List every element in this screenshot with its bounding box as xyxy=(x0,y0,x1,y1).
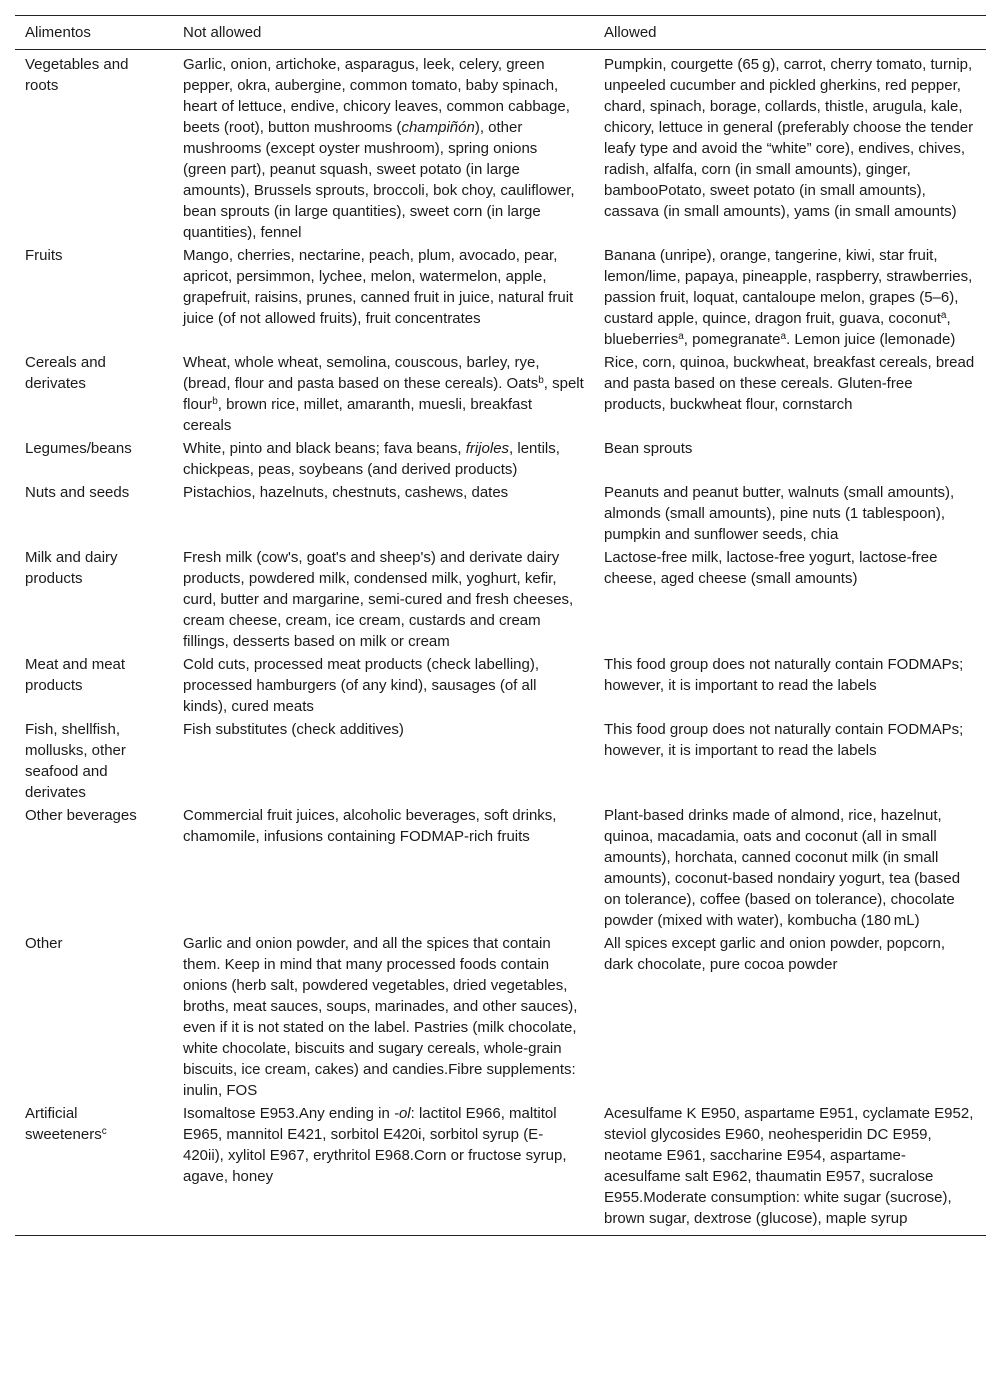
cell-text: frijoles xyxy=(465,440,510,457)
cell-text: Lactose-free milk, lactose-free yogurt, lactose-free cheese, aged cheese (small amounts) xyxy=(604,549,938,587)
cell-text: Pistachios, hazelnuts, chestnuts, cashews, dates xyxy=(183,484,509,501)
table-header xyxy=(15,16,986,50)
row-not-allowed xyxy=(173,653,594,718)
row-allowed xyxy=(594,50,986,245)
cell-text: : lactitol E966, maltitol E965, mannitol E421, sorbitol E420i, sorbitol syrup (E-420ii), xylitol E967, erythritol E968.Corn or fructose syrup, agave, honey xyxy=(183,1105,567,1185)
row-allowed xyxy=(594,718,986,804)
table-row xyxy=(15,50,986,245)
cell-text: Mango, cherries, nectarine, peach, plum, avocado, pear, apricot, persimmon, lychee, melon, watermelon, apple, grapefruit, raisins, prunes, canned fruit in juice, natural fruit juice (of not allowed fruits), fruit concentrates xyxy=(183,247,574,327)
cell-text: Peanuts and peanut butter, walnuts (small amounts), almonds (small amounts), pine nuts (1 tablespoon), pumpkin and sunflower seeds, chia xyxy=(604,484,955,543)
cell-text: Fruits xyxy=(25,247,63,264)
row-category xyxy=(15,718,173,804)
table-row xyxy=(15,932,986,1102)
cell-text: Banana (unripe), orange, tangerine, kiwi, star fruit, lemon/lime, papaya, pineapple, raspberry, strawberries, passion fruit, loquat, cantaloupe melon, grapes (5–6), custard apple, quince, dragon fruit, guava, coconut xyxy=(604,247,973,327)
row-allowed xyxy=(594,481,986,546)
cell-text: Plant-based drinks made of almond, rice, hazelnut, quinoa, macadamia, oats and coconut (all in small amounts), horchata, canned coconut milk (in small amounts), coconut-based nondairy yogurt, tea (based on tolerance), coffee (based on tolerance), chocolate powder (mixed with water), kombucha (180 mL) xyxy=(604,807,961,929)
row-category xyxy=(15,481,173,546)
footnote-marker: b xyxy=(538,375,544,386)
cell-text: Cereals and derivates xyxy=(25,354,106,392)
header-not-allowed: Not allowed xyxy=(183,24,262,41)
row-not-allowed xyxy=(173,1102,594,1236)
cell-text: Bean sprouts xyxy=(604,440,693,457)
cell-text: champiñón xyxy=(401,119,475,136)
row-category xyxy=(15,50,173,245)
cell-text: Isomaltose E953.Any ending in xyxy=(183,1105,394,1122)
row-not-allowed xyxy=(173,351,594,437)
row-category xyxy=(15,351,173,437)
cell-text: Nuts and seeds xyxy=(25,484,130,501)
row-not-allowed xyxy=(173,718,594,804)
header-row xyxy=(15,16,986,50)
fodmap-food-table xyxy=(15,15,986,1236)
row-not-allowed xyxy=(173,481,594,546)
cell-text: All spices except garlic and onion powder, popcorn, dark chocolate, pure cocoa powder xyxy=(604,935,946,973)
row-category xyxy=(15,932,173,1102)
header-allowed: Allowed xyxy=(604,24,657,41)
cell-text: Milk and dairy products xyxy=(25,549,118,587)
cell-text: , brown rice, millet, amaranth, muesli, breakfast cereals xyxy=(183,396,533,434)
row-not-allowed xyxy=(173,546,594,653)
row-allowed xyxy=(594,804,986,932)
cell-text: Artificial sweeteners xyxy=(25,1105,102,1143)
cell-text: Fresh milk (cow's, goat's and sheep's) and derivate dairy products, powdered milk, condensed milk, yoghurt, kefir, curd, butter and margarine, semi-cured and fresh cheeses, cream cheese, cream, ice cream, custards and cream fillings, desserts based on milk or cream xyxy=(183,549,574,650)
cell-text: This food group does not naturally contain FODMAPs; however, it is important to read the labels xyxy=(604,721,964,759)
table-row xyxy=(15,437,986,481)
table-row xyxy=(15,351,986,437)
footnote-marker: a xyxy=(678,331,684,342)
cell-text: Legumes/beans xyxy=(25,440,132,457)
cell-text: , spelt flour xyxy=(183,375,584,413)
row-not-allowed xyxy=(173,244,594,351)
row-not-allowed xyxy=(173,804,594,932)
row-not-allowed xyxy=(173,932,594,1102)
row-allowed xyxy=(594,437,986,481)
footnote-marker: a xyxy=(940,310,947,321)
row-allowed xyxy=(594,351,986,437)
cell-text: Wheat, whole wheat, semolina, couscous, barley, rye, (bread, flour and pasta based on these cereals). Oats xyxy=(183,354,540,392)
cell-text: Fish substitutes (check additives) xyxy=(183,721,404,738)
row-category xyxy=(15,437,173,481)
row-allowed xyxy=(594,653,986,718)
row-category xyxy=(15,244,173,351)
table-row xyxy=(15,546,986,653)
table-body xyxy=(15,50,986,1236)
row-not-allowed xyxy=(173,437,594,481)
row-category xyxy=(15,653,173,718)
cell-text: Other xyxy=(25,935,63,952)
cell-text: Pumpkin, courgette (65 g), carrot, cherry tomato, turnip, unpeeled cucumber and pickled gherkins, red pepper, chard, spinach, borage, collards, thistle, arugula, kale, chicory, lettuce in general (preferably choose the tender leafy type and avoid the “white” core), endives, chives, radish, alfalfa, corn (in small amounts), ginger, bambooPotato, sweet potato (in small amounts), cassava (in small amounts), yams (in small amounts) xyxy=(604,56,974,220)
header-category: Alimentos xyxy=(25,24,91,41)
table-row xyxy=(15,481,986,546)
table-row xyxy=(15,804,986,932)
table-row xyxy=(15,1102,986,1236)
cell-text: Vegetables and roots xyxy=(25,56,129,94)
row-allowed xyxy=(594,1102,986,1236)
cell-text: . Lemon juice (lemonade) xyxy=(786,331,956,348)
table-row xyxy=(15,653,986,718)
row-category xyxy=(15,804,173,932)
cell-text: Other beverages xyxy=(25,807,137,824)
footnote-marker: b xyxy=(212,396,218,407)
cell-text: Commercial fruit juices, alcoholic beverages, soft drinks, chamomile, infusions containing FODMAP-rich fruits xyxy=(183,807,557,845)
cell-text: -ol xyxy=(393,1105,411,1122)
row-not-allowed xyxy=(173,50,594,245)
cell-text: Garlic and onion powder, and all the spices that contain them. Keep in mind that many processed foods contain onions (herb salt, powdered vegetables, dried vegetables, broths, meat sauces, soups, marinades, and other sauces), even if it is not stated on the label. Pastries (milk chocolate, white chocolate, biscuits and sugary cereals, whole-grain biscuits, ice cream, cakes) and candies.Fibre supplements: inulin, FOS xyxy=(183,935,578,1099)
row-allowed xyxy=(594,244,986,351)
cell-text: White, pinto and black beans; fava beans, xyxy=(183,440,466,457)
cell-text: Fish, shellfish, mollusks, other seafood and derivates xyxy=(25,721,126,801)
table-row xyxy=(15,244,986,351)
cell-text: , pomegranate xyxy=(683,331,781,348)
cell-text: Cold cuts, processed meat products (check labelling), processed hamburgers (of any kind), sausages (of all kinds), cured meats xyxy=(183,656,540,715)
cell-text: , lentils, chickpeas, peas, soybeans (and derived products) xyxy=(183,440,560,478)
cell-text: This food group does not naturally contain FODMAPs; however, it is important to read the labels xyxy=(604,656,964,694)
row-allowed xyxy=(594,932,986,1102)
footnote-marker: a xyxy=(780,331,787,342)
footnote-marker: c xyxy=(101,1126,107,1137)
cell-text: , blueberries xyxy=(604,310,951,348)
cell-text: ), other mushrooms (except oyster mushroom), spring onions (green part), peanut squash, sweet potato (in large amounts), Brussels sprouts, broccoli, bok choy, cauliflower, bean sprouts (in large quantities), sweet corn (in large quantities), fennel xyxy=(183,119,575,241)
row-category xyxy=(15,1102,173,1236)
cell-text: Rice, corn, quinoa, buckwheat, breakfast cereals, bread and pasta based on these cereals. Gluten-free products, buckwheat flour, cornstarch xyxy=(604,354,975,413)
row-allowed xyxy=(594,546,986,653)
table-row xyxy=(15,718,986,804)
cell-text: Garlic, onion, artichoke, asparagus, leek, celery, green pepper, okra, aubergine, common tomato, baby spinach, heart of lettuce, endive, chicory leaves, common cabbage, beets (root), button mushrooms ( xyxy=(183,56,570,136)
cell-text: Acesulfame K E950, aspartame E951, cyclamate E952, steviol glycosides E960, neohesperidin DC E959, neotame E961, saccharine E954, aspartame-acesulfame salt E962, thaumatin E957, sucralose E955.Moderate consumption: white sugar (sucrose), brown sugar, dextrose (glucose), maple syrup xyxy=(604,1105,974,1227)
cell-text: Meat and meat products xyxy=(25,656,126,694)
row-category xyxy=(15,546,173,653)
